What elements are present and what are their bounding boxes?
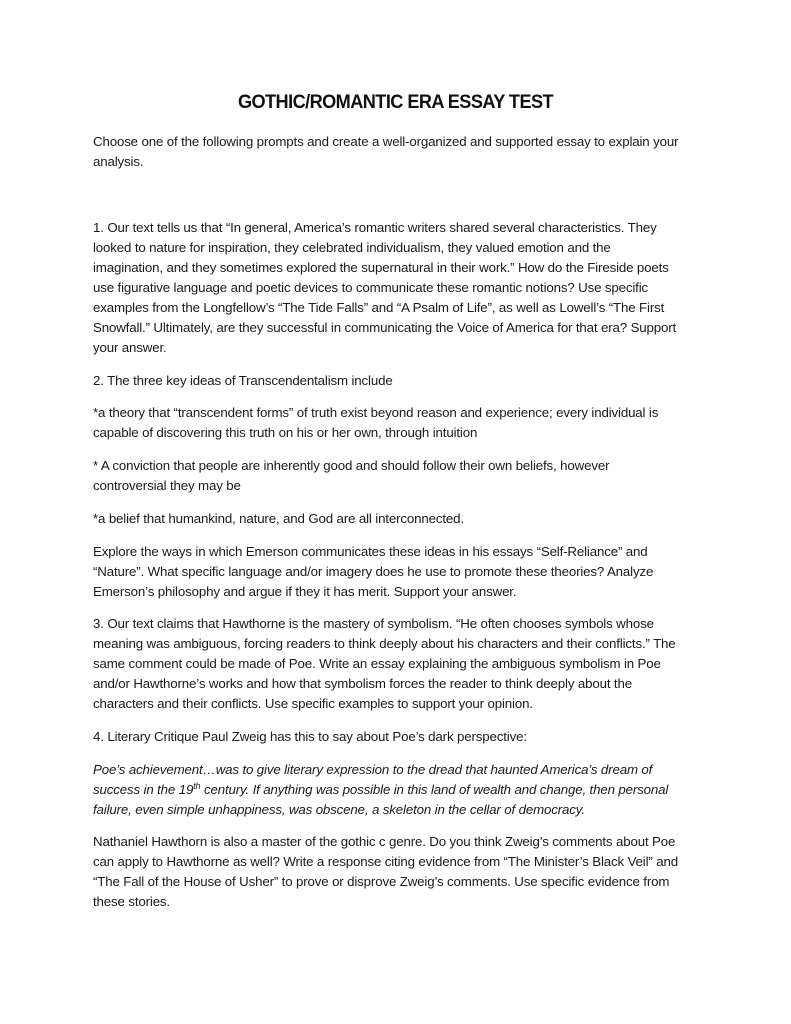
text-line: and/or Hawthorne’s works and how that symbolism forces the reader to think deeply about the — [93, 676, 632, 691]
text-line: meaning was ambiguous, forcing readers to think deeply about his characters and their conflicts.” The — [93, 636, 676, 651]
text-line: Explore the ways in which Emerson communicates these ideas in his essays “Self-Reliance” and — [93, 544, 648, 559]
quote-text: century. If anything was possible in this land of wealth and change, then personal — [200, 782, 669, 797]
text-line: “Nature”. What specific language and/or imagery does he use to promote these theories? Analyze — [93, 564, 654, 579]
text-line: Snowfall.” Ultimately, are they successful in communicating the Voice of America for that era? Support — [93, 320, 677, 335]
text-line: Choose one of the following prompts and create a well-organized and supported essay to explain your — [93, 134, 679, 149]
transcendentalism-idea-1 — [93, 403, 698, 443]
prompt-4-intro — [93, 727, 698, 747]
text-line: looked to nature for inspiration, they celebrated individualism, they valued emotion and the — [93, 240, 611, 255]
text-line: examples from the Longfellow’s “The Tide Falls” and “A Psalm of Life”, as well as Lowell’s “The First — [93, 300, 665, 315]
text-line: Nathaniel Hawthorn is also a master of the gothic c genre. Do you think Zweig’s comments about Poe — [93, 834, 676, 849]
text-line: 3. Our text claims that Hawthorne is the mastery of symbolism. “He often chooses symbols whose — [93, 616, 654, 631]
prompt-3-paragraph — [93, 614, 698, 714]
prompt-4-question — [93, 832, 698, 912]
quote-text: success in the 19 — [93, 782, 194, 797]
text-line: 2. The three key ideas of Transcendentalism include — [93, 373, 393, 388]
transcendentalism-idea-3 — [93, 509, 698, 529]
ordinal-suffix: th — [193, 781, 201, 791]
text-line: failure, even simple unhappiness, was obscene, a skeleton in the cellar of democracy. — [93, 802, 585, 817]
prompt-2-intro — [93, 371, 698, 391]
text-line: Poe’s achievement…was to give literary expression to the dread that haunted America’s dream of — [93, 762, 653, 777]
text-line: controversial they may be — [93, 478, 241, 493]
page-title: GOTHIC/ROMANTIC ERA ESSAY TEST — [237, 91, 554, 113]
text-line: analysis. — [93, 154, 144, 169]
text-line: characters and their conflicts. Use specific examples to support your opinion. — [93, 696, 533, 711]
transcendentalism-idea-2 — [93, 456, 698, 496]
text-line: imagination, and they sometimes explored the supernatural in their work.” How do the Fireside poets — [93, 260, 669, 275]
text-line: 1. Our text tells us that “In general, America’s romantic writers shared several characteristics. They — [93, 220, 657, 235]
text-line: * A conviction that people are inherently good and should follow their own beliefs, however — [93, 458, 610, 473]
text-line: your answer. — [93, 340, 167, 355]
text-line: “The Fall of the House of Usher” to prove or disprove Zweig’s comments. Use specific evidence from — [93, 874, 670, 889]
prompt-2-question — [93, 542, 698, 602]
text-line: use figurative language and poetic devices to communicate these romantic notions? Use specific — [93, 280, 649, 295]
text-line: capable of discovering this truth on his or her own, through intuition — [93, 425, 478, 440]
text-line: *a belief that humankind, nature, and God are all interconnected. — [93, 511, 464, 526]
prompt-1-paragraph — [93, 218, 698, 358]
text-line: can apply to Hawthorne as well? Write a response citing evidence from “The Minister’s Black Veil” and — [93, 854, 678, 869]
text-line: same comment could be made of Poe. Write an essay explaining the ambiguous symbolism in Poe — [93, 656, 661, 671]
text-line: 4. Literary Critique Paul Zweig has this to say about Poe’s dark perspective: — [93, 729, 527, 744]
intro-paragraph — [93, 132, 698, 172]
text-line — [93, 780, 698, 800]
zweig-quote — [93, 760, 698, 820]
text-line: Emerson’s philosophy and argue if they it has merit. Support your answer. — [93, 584, 517, 599]
text-line: *a theory that “transcendent forms” of truth exist beyond reason and experience; every individual is — [93, 405, 659, 420]
text-line: these stories. — [93, 894, 170, 909]
